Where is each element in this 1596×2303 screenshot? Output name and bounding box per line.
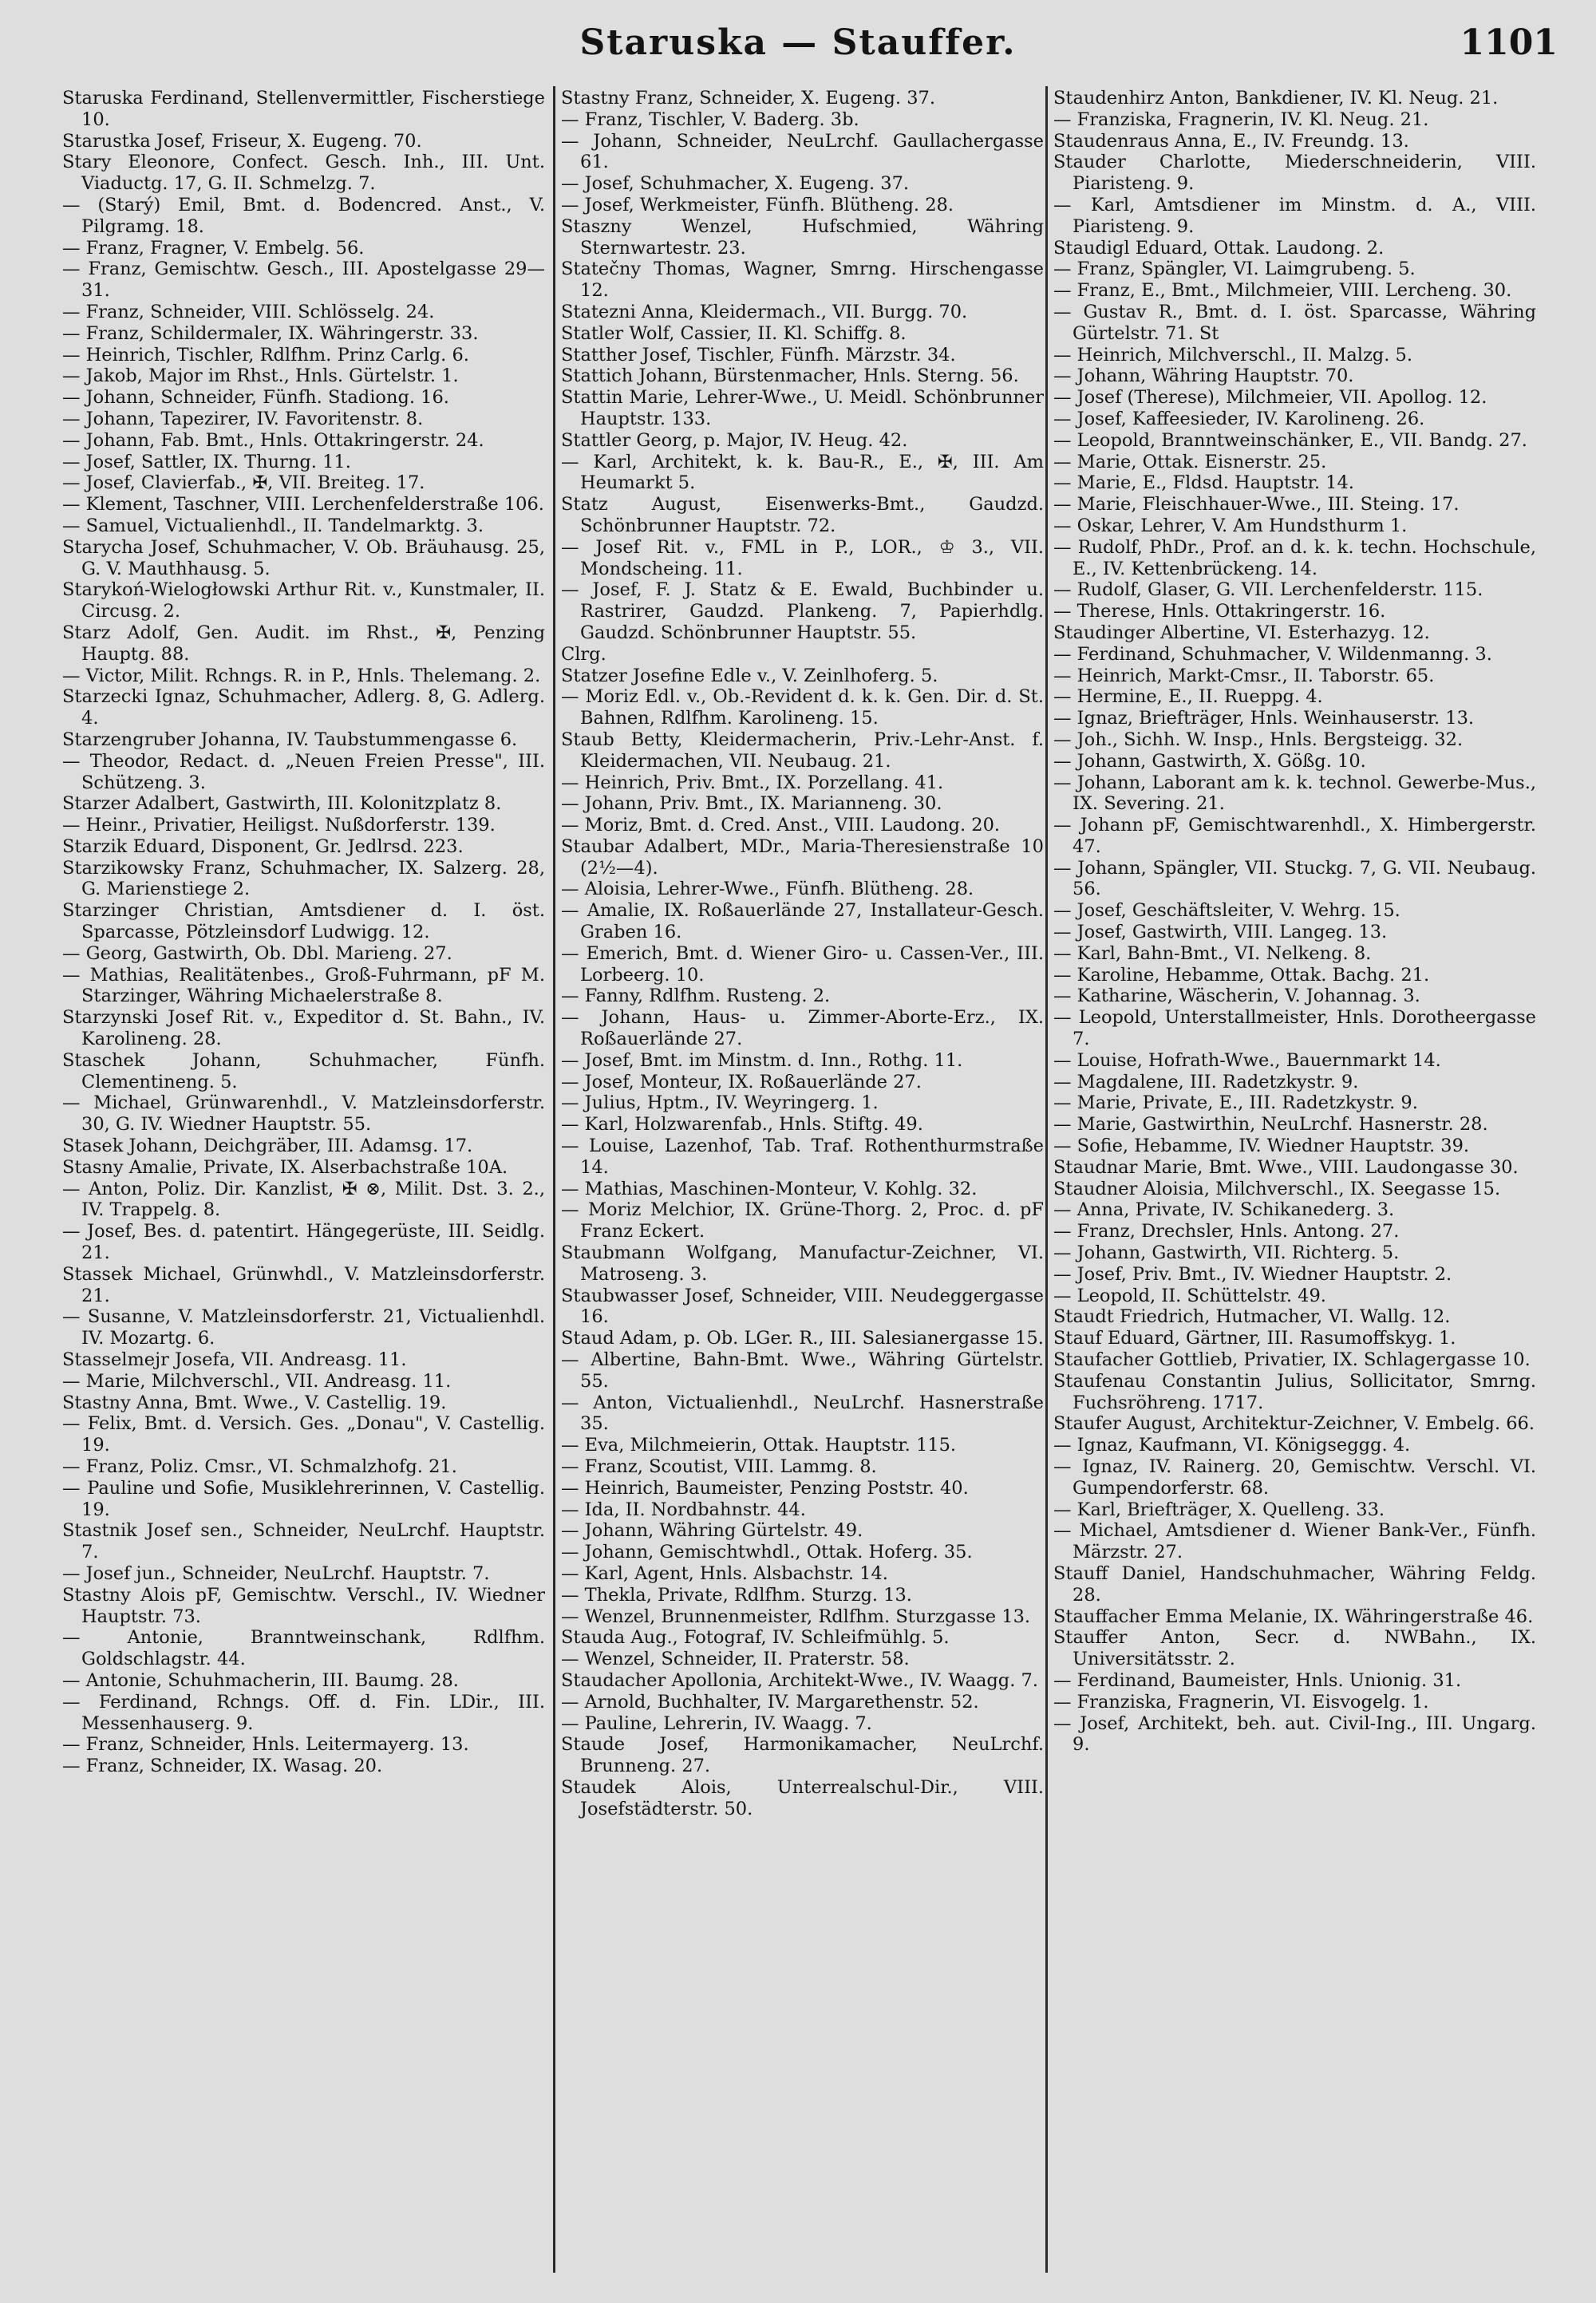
directory-entry: — Pauline, Lehrerin, IV. Waagg. 7. (561, 1712, 872, 1734)
directory-entry: Statler Wolf, Cassier, II. Kl. Schiffg. 8. (561, 322, 907, 344)
directory-entry: Staubar Adalbert, MDr., Maria-Theresienstraße 10 (2½—4). (561, 835, 1044, 879)
directory-entry: — Ignaz, Briefträger, Hnls. Weinhauserstr. 13. (1053, 708, 1475, 729)
directory-entry: Stastny Anna, Bmt. Wwe., V. Castellig. 19. (62, 1392, 447, 1413)
directory-entry: Starz Adolf, Gen. Audit. im Rhst., ✠, Penzing Hauptg. 88. (62, 622, 545, 665)
directory-entry: Starzik Eduard, Disponent, Gr. Jedlrsd. 223. (62, 835, 464, 857)
directory-entry: — Therese, Hnls. Ottakringerstr. 16. (1053, 601, 1386, 622)
directory-entry: — Franz, Schneider, Hnls. Leitermayerg. 13. (62, 1734, 469, 1756)
directory-entry: — (Starý) Emil, Bmt. d. Bodencred. Anst., V. Pilgramg. 18. (62, 194, 545, 237)
directory-entry: Stastny Alois pF, Gemischtw. Verschl., IV. Wiedner Hauptstr. 73. (62, 1584, 545, 1627)
directory-entry: — Amalie, IX. Roßauerlände 27, Installateur-Gesch. Graben 16. (561, 900, 1044, 943)
directory-entry: — Moriz, Bmt. d. Cred. Anst., VIII. Laudong. 20. (561, 815, 1001, 836)
column-divider (1045, 86, 1048, 2273)
directory-entry: — Franz, Gemischtw. Gesch., III. Apostelgasse 29—31. (62, 259, 545, 302)
directory-entry: — Michael, Grünwarenhdl., V. Matzleinsdorferstr. 30, G. IV. Wiedner Hauptstr. 55. (62, 1092, 545, 1136)
directory-entry: — Georg, Gastwirth, Ob. Dbl. Marieng. 27. (62, 942, 452, 964)
directory-entry: — Karl, Architekt, k. k. Bau-R., E., ✠, III. Am Heumarkt 5. (561, 451, 1044, 494)
directory-entry: Stattin Marie, Lehrer-Wwe., U. Meidl. Schönbrunner Hauptstr. 133. (561, 387, 1044, 429)
directory-entry: Starycha Josef, Schuhmacher, V. Ob. Bräuhausg. 25, G. V. Mauthhausg. 5. (62, 536, 545, 579)
directory-entry: — Magdalene, III. Radetzkystr. 9. (1053, 1071, 1359, 1092)
directory-entry: — Heinr., Privatier, Heiligst. Nußdorferstr. 139. (62, 815, 496, 836)
directory-entry: — Arnold, Buchhalter, IV. Margarethenstr. 52. (561, 1691, 979, 1712)
directory-entry: Starzinger Christian, Amtsdiener d. I. öst. Sparcasse, Pötzleinsdorf Ludwigg. 12. (62, 900, 545, 943)
directory-entry: Stauder Charlotte, Miederschneiderin, VIII. Piaristeng. 9. (1053, 152, 1536, 195)
directory-entry: — Thekla, Private, Rdlfhm. Sturzg. 13. (561, 1584, 912, 1606)
directory-entry: Staudt Friedrich, Hutmacher, VI. Wallg. 12. (1053, 1306, 1451, 1328)
directory-entry: — Johann, Laborant am k. k. technol. Gewerbe-Mus., IX. Severing. 21. (1053, 772, 1536, 815)
page-header (0, 22, 1596, 70)
directory-entry: — Louise, Hofrath-Wwe., Bauernmarkt 14. (1053, 1049, 1441, 1071)
directory-entry: Statz August, Eisenwerks-Bmt., Gaudzd. Schönbrunner Hauptstr. 72. (561, 494, 1044, 536)
directory-entry: Statther Josef, Tischler, Fünfh. Märzstr. 34. (561, 344, 956, 365)
directory-entry: — Theodor, Redact. d. „Neuen Freien Presse", III. Schützeng. 3. (62, 750, 545, 793)
directory-entry: — Franz, Drechsler, Hnls. Antong. 27. (1053, 1221, 1400, 1242)
directory-entry: — Johann, Gastwirth, VII. Richterg. 5. (1053, 1242, 1400, 1264)
directory-entry: — Julius, Hptm., IV. Weyringerg. 1. (561, 1092, 879, 1114)
directory-entry: — Josef, Monteur, IX. Roßauerlände 27. (561, 1071, 922, 1092)
directory-entry: Staruska Ferdinand, Stellenvermittler, Fischerstiege 10. (62, 88, 545, 130)
directory-entry: — Michael, Amtsdiener d. Wiener Bank-Ver., Fünfh. Märzstr. 27. (1053, 1520, 1536, 1563)
directory-entry: — Rudolf, Glaser, G. VII. Lerchenfelderstr. 115. (1053, 579, 1483, 601)
directory-entry: — Johann, Gemischtwhdl., Ottak. Hoferg. 35. (561, 1542, 973, 1563)
directory-entry: Staudenhirz Anton, Bankdiener, IV. Kl. Neug. 21. (1053, 88, 1499, 109)
directory-entry: — Heinrich, Tischler, Rdlfhm. Prinz Carlg. 6. (62, 344, 469, 365)
directory-entry: — Antonie, Branntweinschank, Rdlfhm. Goldschlagstr. 44. (62, 1627, 545, 1670)
directory-entry: Statezni Anna, Kleidermach., VII. Burgg. 70. (561, 301, 968, 322)
directory-entry: — Johann, Priv. Bmt., IX. Marianneng. 30. (561, 793, 942, 815)
directory-entry: Staub Betty, Kleidermacherin, Priv.-Lehr-Anst. f. Kleidermachen, VII. Neubaug. 21. (561, 729, 1044, 772)
directory-entry: Stasselmejr Josefa, VII. Andreasg. 11. (62, 1349, 407, 1371)
directory-entry: — Josef Rit. v., FML in P., LOR., ♔ 3., VII. Mondscheing. 11. (561, 536, 1044, 579)
directory-entry: — Katharine, Wäscherin, V. Johannag. 3. (1053, 986, 1420, 1007)
directory-entry: — Marie, Milchverschl., VII. Andreasg. 11. (62, 1370, 452, 1392)
directory-entry: Staubwasser Josef, Schneider, VIII. Neudeggergasse 16. (561, 1285, 1044, 1328)
directory-entry: — Wenzel, Schneider, II. Praterstr. 58. (561, 1649, 910, 1670)
directory-entry: — Franz, Schneider, IX. Wasag. 20. (62, 1756, 383, 1777)
directory-entry: Staudacher Apollonia, Architekt-Wwe., IV. Waagg. 7. (561, 1669, 1038, 1691)
directory-entry: — Karl, Holzwarenfab., Hnls. Stiftg. 49. (561, 1114, 923, 1136)
directory-entry: — Ignaz, IV. Rainerg. 20, Gemischtw. Verschl. VI. Gumpendorferstr. 68. (1053, 1456, 1536, 1499)
directory-entry: — Susanne, V. Matzleinsdorferstr. 21, Victualienhdl. IV. Mozartg. 6. (62, 1306, 545, 1349)
running-title: Staruska — Stauffer. (579, 22, 1017, 63)
directory-entry: Staschek Johann, Schuhmacher, Fünfh. Clementineng. 5. (62, 1049, 545, 1092)
directory-entry: — Franziska, Fragnerin, IV. Kl. Neug. 21. (1053, 109, 1429, 130)
directory-entry: Statečny Thomas, Wagner, Smrng. Hirschengasse 12. (561, 259, 1044, 302)
directory-entry: — Jakob, Major im Rhst., Hnls. Gürtelstr. 1. (62, 365, 459, 387)
directory-entry: — Samuel, Victualienhdl., II. Tandelmarktg. 3. (62, 515, 484, 536)
directory-entry: Starzynski Josef Rit. v., Expeditor d. St. Bahn., IV. Karolineng. 28. (62, 1007, 545, 1050)
directory-entry: — Aloisia, Lehrer-Wwe., Fünfh. Blütheng. 28. (561, 879, 974, 900)
directory-entry: — Franz, Poliz. Cmsr., VI. Schmalzhofg. 21. (62, 1456, 457, 1477)
directory-entry: Staufacher Gottlieb, Privatier, IX. Schlagergasse 10. (1053, 1349, 1531, 1371)
directory-entry: — Ferdinand, Rchngs. Off. d. Fin. LDir., III. Messenhauserg. 9. (62, 1691, 545, 1734)
directory-entry: — Johann pF, Gemischtwarenhdl., X. Himbergerstr. 47. (1053, 815, 1536, 857)
directory-entry: — Franz, E., Bmt., Milchmeier, VIII. Lercheng. 30. (1053, 280, 1512, 302)
directory-entry: — Franz, Tischler, V. Baderg. 3b. (561, 109, 859, 130)
directory-entry: Staudner Aloisia, Milchverschl., IX. Seegasse 15. (1053, 1178, 1501, 1199)
directory-entry: — Oskar, Lehrer, V. Am Hundsthurm 1. (1053, 515, 1408, 536)
directory-entry: — Hermine, E., II. Rueppg. 4. (1053, 686, 1323, 708)
directory-entry: — Franziska, Fragnerin, VI. Eisvogelg. 1. (1053, 1691, 1429, 1712)
directory-entry: — Josef, Bmt. im Minstm. d. Inn., Rothg. 11. (561, 1049, 963, 1071)
directory-entry: — Leopold, Branntweinschänker, E., VII. Bandg. 27. (1053, 429, 1527, 451)
directory-entry: Staufer August, Architektur-Zeichner, V. Embelg. 66. (1053, 1413, 1535, 1435)
directory-entry: Stasek Johann, Deichgräber, III. Adamsg. 17. (62, 1136, 473, 1157)
directory-entry: — Johann, Schneider, Fünfh. Stadiong. 16. (62, 387, 449, 409)
column-right (1053, 88, 1536, 2290)
directory-entry: — Josef, Kaffeesieder, IV. Karolineng. 26. (1053, 408, 1425, 429)
directory-entry: — Karl, Agent, Hnls. Alsbachstr. 14. (561, 1562, 888, 1584)
directory-entry: — Victor, Milit. Rchngs. R. in P., Hnls. Thelemang. 2. (62, 665, 541, 686)
directory-entry: — Marie, E., Fldsd. Hauptstr. 14. (1053, 472, 1354, 494)
directory-entry: — Rudolf, PhDr., Prof. an d. k. k. techn. Hochschule, E., IV. Kettenbrückeng. 14. (1053, 536, 1536, 579)
directory-entry: — Josef, Clavierfab., ✠, VII. Breiteg. 17. (62, 472, 425, 494)
directory-entry: — Felix, Bmt. d. Versich. Ges. „Donau", V. Castellig. 19. (62, 1413, 545, 1456)
directory-entry: — Eva, Milchmeierin, Ottak. Hauptstr. 115. (561, 1435, 957, 1456)
directory-entry: — Antonie, Schuhmacherin, III. Baumg. 28. (62, 1669, 459, 1691)
directory-entry: — Sofie, Hebamme, IV. Wiedner Hauptstr. 39. (1053, 1136, 1470, 1157)
directory-entry: — Klement, Taschner, VIII. Lerchenfelderstraße 106. (62, 494, 544, 516)
directory-entry: — Marie, Ottak. Eisnerstr. 25. (1053, 451, 1327, 472)
directory-entry: — Josef, Werkmeister, Fünfh. Blütheng. 28. (561, 194, 954, 215)
directory-entry: — Franz, Scoutist, VIII. Lammg. 8. (561, 1456, 877, 1477)
directory-entry: — Josef, Priv. Bmt., IV. Wiedner Hauptstr. 2. (1053, 1263, 1452, 1285)
directory-entry: Staudinger Albertine, VI. Esterhazyg. 12. (1053, 622, 1430, 643)
directory-entry: — Josef, Bes. d. patentirt. Hängegerüste, III. Seidlg. 21. (62, 1221, 545, 1264)
directory-entry: Stasny Amalie, Private, IX. Alserbachstraße 10A. (62, 1156, 508, 1178)
directory-entry: — Franz, Schneider, VIII. Schlösselg. 24. (62, 301, 435, 322)
directory-entry: — Ferdinand, Baumeister, Hnls. Unionig. 31. (1053, 1669, 1462, 1691)
directory-entry: — Louise, Lazenhof, Tab. Traf. Rothenthurmstraße 14. (561, 1136, 1044, 1178)
directory-entry: — Emerich, Bmt. d. Wiener Giro- u. Cassen-Ver., III. Lorbeerg. 10. (561, 942, 1044, 986)
directory-entry: — Anna, Private, IV. Schikanederg. 3. (1053, 1199, 1395, 1221)
directory-entry: — Johann, Spängler, VII. Stuckg. 7, G. VII. Neubaug. 56. (1053, 857, 1536, 900)
directory-entry: Staufenau Constantin Julius, Sollicitator, Smrng. Fuchsröhreng. 1717. (1053, 1370, 1536, 1413)
directory-entry: — Marie, Private, E., III. Radetzkystr. 9. (1053, 1092, 1418, 1114)
directory-entry: Staudenraus Anna, E., IV. Freundg. 13. (1053, 130, 1409, 152)
directory-entry: — Josef, F. J. Statz & E. Ewald, Buchbinder u. Rastrirer, Gaudzd. Plankeng. 7, Papierhdlg. Gaudzd. Schönbrunner Hauptstr. 55. (561, 579, 1044, 643)
directory-entry: Stauda Aug., Fotograf, IV. Schleifmühlg. 5. (561, 1627, 950, 1649)
directory-entry: Starzikowsky Franz, Schuhmacher, IX. Salzerg. 28, G. Marienstiege 2. (62, 857, 545, 900)
directory-entry: — Josef, Architekt, beh. aut. Civil-Ing., III. Ungarg. 9. (1053, 1712, 1536, 1756)
directory-entry: — Heinrich, Markt-Cmsr., II. Taborstr. 65. (1053, 665, 1435, 686)
directory-entry: — Johann, Tapezirer, IV. Favoritenstr. 8. (62, 408, 424, 429)
directory-entry: — Karl, Amtsdiener im Minstm. d. A., VIII. Piaristeng. 9. (1053, 194, 1536, 237)
directory-entry: — Moriz Edl. v., Ob.-Revident d. k. k. Gen. Dir. d. St. Bahnen, Rdlfhm. Karolineng. 15. (561, 686, 1044, 729)
directory-entry: — Leopold, II. Schüttelstr. 49. (1053, 1285, 1326, 1306)
directory-entry: — Johann, Schneider, NeuLrchf. Gaullachergasse 61. (561, 130, 1044, 173)
directory-entry: Stauf Eduard, Gärtner, III. Rasumoffskyg. 1. (1053, 1328, 1456, 1349)
directory-entry: Starzengruber Johanna, IV. Taubstummengasse 6. (62, 729, 518, 750)
directory-entry: Stattich Johann, Bürstenmacher, Hnls. Sterng. 56. (561, 365, 1019, 387)
directory-entry: — Franz, Fragner, V. Embelg. 56. (62, 237, 365, 259)
directory-entry: — Heinrich, Priv. Bmt., IX. Porzellang. 41. (561, 772, 944, 793)
directory-entry: Clrg. (561, 643, 606, 665)
directory-entry: — Ida, II. Nordbahnstr. 44. (561, 1499, 806, 1520)
directory-entry: — Karoline, Hebamme, Ottak. Bachg. 21. (1053, 964, 1430, 986)
directory-entry: Stassek Michael, Grünwhdl., V. Matzleinsdorferstr. 21. (62, 1263, 545, 1306)
directory-entry: — Anton, Poliz. Dir. Kanzlist, ✠ ⊗, Milit. Dst. 3. 2., IV. Trappelg. 8. (62, 1178, 545, 1221)
directory-entry: — Josef, Schuhmacher, X. Eugeng. 37. (561, 173, 910, 195)
directory-entry: — Moriz Melchior, IX. Grüne-Thorg. 2, Proc. d. pF Franz Eckert. (561, 1199, 1044, 1242)
directory-entry: — Josef, Geschäftsleiter, V. Wehrg. 15. (1053, 900, 1400, 922)
directory-entry: — Wenzel, Brunnenmeister, Rdlfhm. Sturzgasse 13. (561, 1606, 1031, 1627)
directory-entry: Stattler Georg, p. Major, IV. Heug. 42. (561, 429, 908, 451)
directory-entry: Staude Josef, Harmonikamacher, NeuLrchf. Brunneng. 27. (561, 1734, 1044, 1777)
directory-entry: — Franz, Spängler, VI. Laimgrubeng. 5. (1053, 259, 1416, 280)
directory-entry: Stauff Daniel, Handschuhmacher, Währing Feldg. 28. (1053, 1562, 1536, 1606)
directory-entry: Staszny Wenzel, Hufschmied, Währing Sternwartestr. 23. (561, 215, 1044, 259)
directory-entry: — Johann, Währing Gürtelstr. 49. (561, 1520, 863, 1542)
directory-entry: — Karl, Briefträger, X. Quelleng. 33. (1053, 1499, 1385, 1520)
directory-entry: Stary Eleonore, Confect. Gesch. Inh., III. Unt. Viaductg. 17, G. II. Schmelzg. 7. (62, 152, 545, 195)
directory-entry: — Ignaz, Kaufmann, VI. Königseggg. 4. (1053, 1435, 1411, 1456)
directory-entry: Starzecki Ignaz, Schuhmacher, Adlerg. 8, G. Adlerg. 4. (62, 686, 545, 729)
directory-entry: Staud Adam, p. Ob. LGer. R., III. Salesianergasse 15. (561, 1328, 1044, 1349)
directory-entry: Staudek Alois, Unterrealschul-Dir., VIII. Josefstädterstr. 50. (561, 1776, 1044, 1819)
directory-entry: — Anton, Victualienhdl., NeuLrchf. Hasnerstraße 35. (561, 1392, 1044, 1435)
directory-entry: — Albertine, Bahn-Bmt. Wwe., Währing Gürtelstr. 55. (561, 1349, 1044, 1392)
directory-entry: — Mathias, Realitätenbes., Groß-Fuhrmann, pF M. Starzinger, Währing Michaelerstraße 8. (62, 964, 545, 1007)
directory-entry: — Johann, Gastwirth, X. Gößg. 10. (1053, 750, 1366, 772)
directory-entry: — Josef, Gastwirth, VIII. Langeg. 13. (1053, 922, 1388, 943)
directory-entry: — Joh., Sichh. W. Insp., Hnls. Bergsteigg. 32. (1053, 729, 1464, 750)
directory-entry: Staudigl Eduard, Ottak. Laudong. 2. (1053, 237, 1385, 259)
directory-entry: — Pauline und Sofie, Musiklehrerinnen, V. Castellig. 19. (62, 1477, 545, 1520)
directory-entry: — Franz, Schildermaler, IX. Währingerstr. 33. (62, 322, 479, 344)
directory-entry: — Leopold, Unterstallmeister, Hnls. Dorotheergasse 7. (1053, 1007, 1536, 1050)
column-left (62, 88, 545, 2290)
directory-entry: — Ferdinand, Schuhmacher, V. Wildenmanng. 3. (1053, 643, 1492, 665)
directory-entry: Starzer Adalbert, Gastwirth, III. Kolonitzplatz 8. (62, 793, 502, 815)
directory-entry: Stauffer Anton, Secr. d. NWBahn., IX. Universitätsstr. 2. (1053, 1627, 1536, 1670)
directory-entry: Stastnik Josef sen., Schneider, NeuLrchf. Hauptstr. 7. (62, 1520, 545, 1563)
directory-entry: — Gustav R., Bmt. d. I. öst. Sparcasse, Währing Gürtelstr. 71. St (1053, 301, 1536, 344)
column-divider (553, 86, 555, 2273)
directory-entry: — Heinrich, Baumeister, Penzing Poststr. 40. (561, 1477, 969, 1499)
directory-entry: — Heinrich, Milchverschl., II. Malzg. 5. (1053, 344, 1412, 365)
directory-entry: Stastny Franz, Schneider, X. Eugeng. 37. (561, 88, 935, 109)
directory-entry: Stauffacher Emma Melanie, IX. Währingerstraße 46. (1053, 1606, 1534, 1627)
directory-entry: Starykoń-Wielogłowski Arthur Rit. v., Kunstmaler, II. Circusg. 2. (62, 579, 545, 622)
directory-entry: Statzer Josefine Edle v., V. Zeinlhoferg. 5. (561, 665, 938, 686)
directory-entry: — Fanny, Rdlfhm. Rusteng. 2. (561, 986, 831, 1007)
directory-entry: — Josef, Sattler, IX. Thurng. 11. (62, 451, 351, 472)
directory-entry: Staudnar Marie, Bmt. Wwe., VIII. Laudongasse 30. (1053, 1156, 1519, 1178)
page-number: 1101 (1460, 22, 1558, 63)
directory-entry: — Marie, Gastwirthin, NeuLrchf. Hasnerstr. 28. (1053, 1114, 1488, 1136)
directory-entry: Starustka Josef, Friseur, X. Eugeng. 70. (62, 130, 422, 152)
directory-entry: — Johann, Fab. Bmt., Hnls. Ottakringerstr. 24. (62, 429, 484, 451)
directory-entry: Staubmann Wolfgang, Manufactur-Zeichner, VI. Matroseng. 3. (561, 1242, 1044, 1285)
column-middle (561, 88, 1044, 2290)
directory-entry: — Johann, Haus- u. Zimmer-Aborte-Erz., IX. Roßauerlände 27. (561, 1007, 1044, 1050)
directory-entry: — Josef jun., Schneider, NeuLrchf. Hauptstr. 7. (62, 1562, 490, 1584)
directory-entry: — Johann, Währing Hauptstr. 70. (1053, 365, 1354, 387)
directory-entry: — Marie, Fleischhauer-Wwe., III. Steing. 17. (1053, 494, 1460, 516)
directory-entry: — Josef (Therese), Milchmeier, VII. Apollog. 12. (1053, 387, 1487, 409)
directory-entry: — Karl, Bahn-Bmt., VI. Nelkeng. 8. (1053, 942, 1372, 964)
directory-entry: — Mathias, Maschinen-Monteur, V. Kohlg. 32. (561, 1178, 978, 1199)
